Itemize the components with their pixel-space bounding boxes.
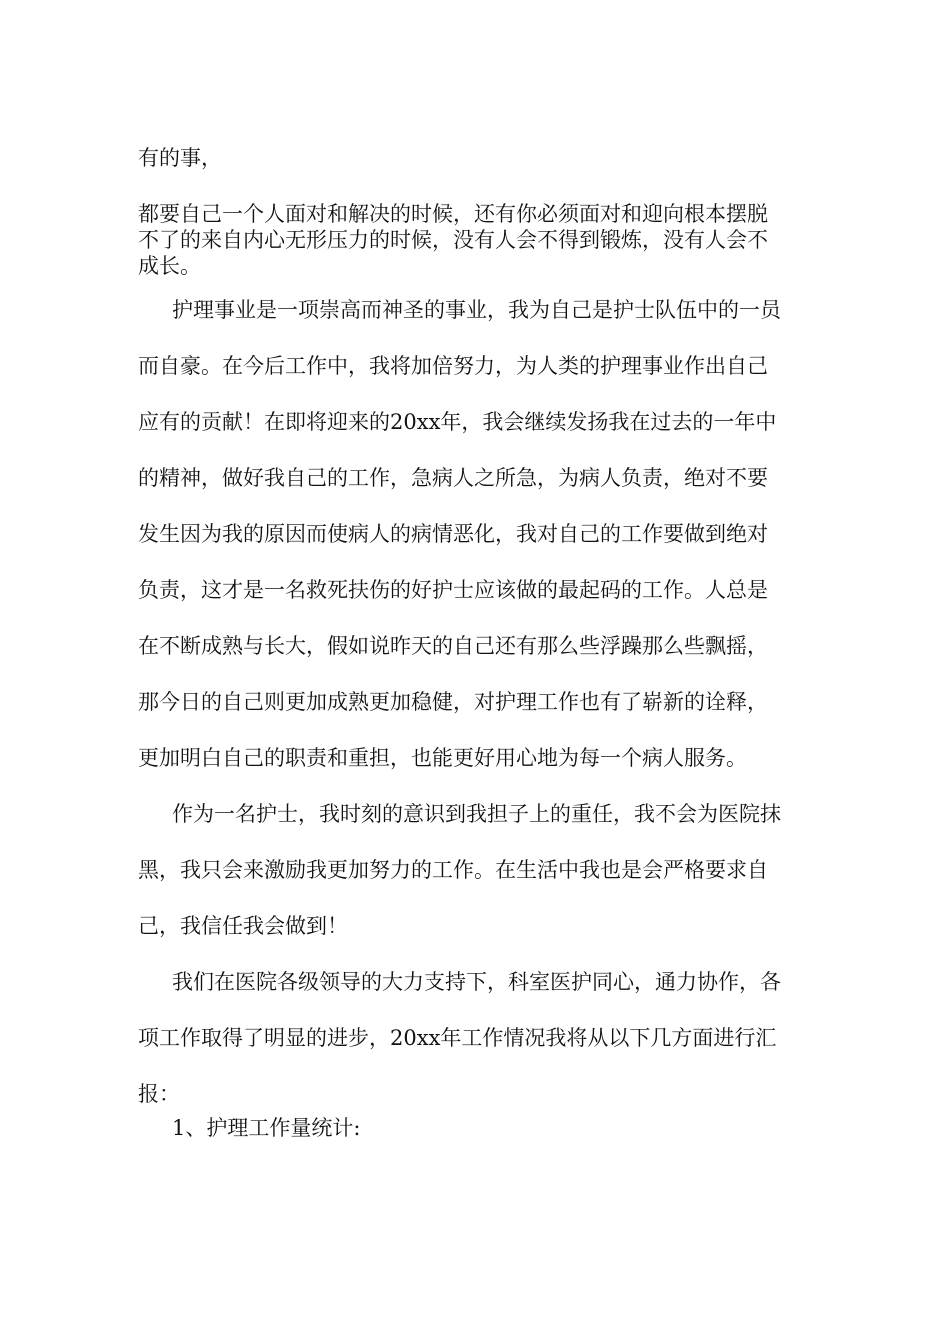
text-line: 的精神，做好我自己的工作，急病人之所急，为病人负责，绝对不要 (138, 466, 768, 490)
text-line: 黑，我只会来激励我更加努力的工作。在生活中我也是会严格要求自 (138, 858, 768, 882)
text-line: 项工作取得了明显的进步，20xx年工作情况我将从以下几方面进行汇 (138, 1026, 777, 1050)
text-line: 成长。 (138, 254, 201, 278)
text-line: 而自豪。在今后工作中，我将加倍努力，为人类的护理事业作出自己 (138, 354, 768, 378)
text-line: 更加明白自己的职责和重担，也能更好用心地为每一个病人服务。 (138, 746, 747, 770)
text-line: 在不断成熟与长大，假如说昨天的自己还有那么些浮躁那么些飘摇， (138, 634, 768, 658)
text-line: 报： (138, 1082, 180, 1106)
paragraph-first-line: 作为一名护士，我时刻的意识到我担子上的重任，我不会为医院抹 (172, 802, 781, 826)
text-line: 发生因为我的原因而使病人的病情恶化，我对自己的工作要做到绝对 (138, 522, 768, 546)
text-line: 那今日的自己则更加成熟更加稳健，对护理工作也有了崭新的诠释， (138, 690, 768, 714)
text-line: 不了的来自内心无形压力的时候，没有人会不得到锻炼，没有人会不 (138, 228, 768, 252)
paragraph-first-line: 我们在医院各级领导的大力支持下，科室医护同心，通力协作，各 (172, 970, 781, 994)
text-line: 应有的贡献！在即将迎来的20xx年，我会继续发扬我在过去的一年中 (138, 410, 777, 434)
section-heading: 1、护理工作量统计: (172, 1116, 361, 1140)
text-line: 都要自己一个人面对和解决的时候，还有你必须面对和迎向根本摆脱 (138, 202, 768, 226)
text-line: 负责，这才是一名救死扶伤的好护士应该做的最起码的工作。人总是 (138, 578, 768, 602)
text-line: 有的事， (138, 146, 222, 170)
text-line: 己，我信任我会做到！ (138, 914, 348, 938)
paragraph-first-line: 护理事业是一项崇高而神圣的事业，我为自己是护士队伍中的一员 (172, 298, 781, 322)
